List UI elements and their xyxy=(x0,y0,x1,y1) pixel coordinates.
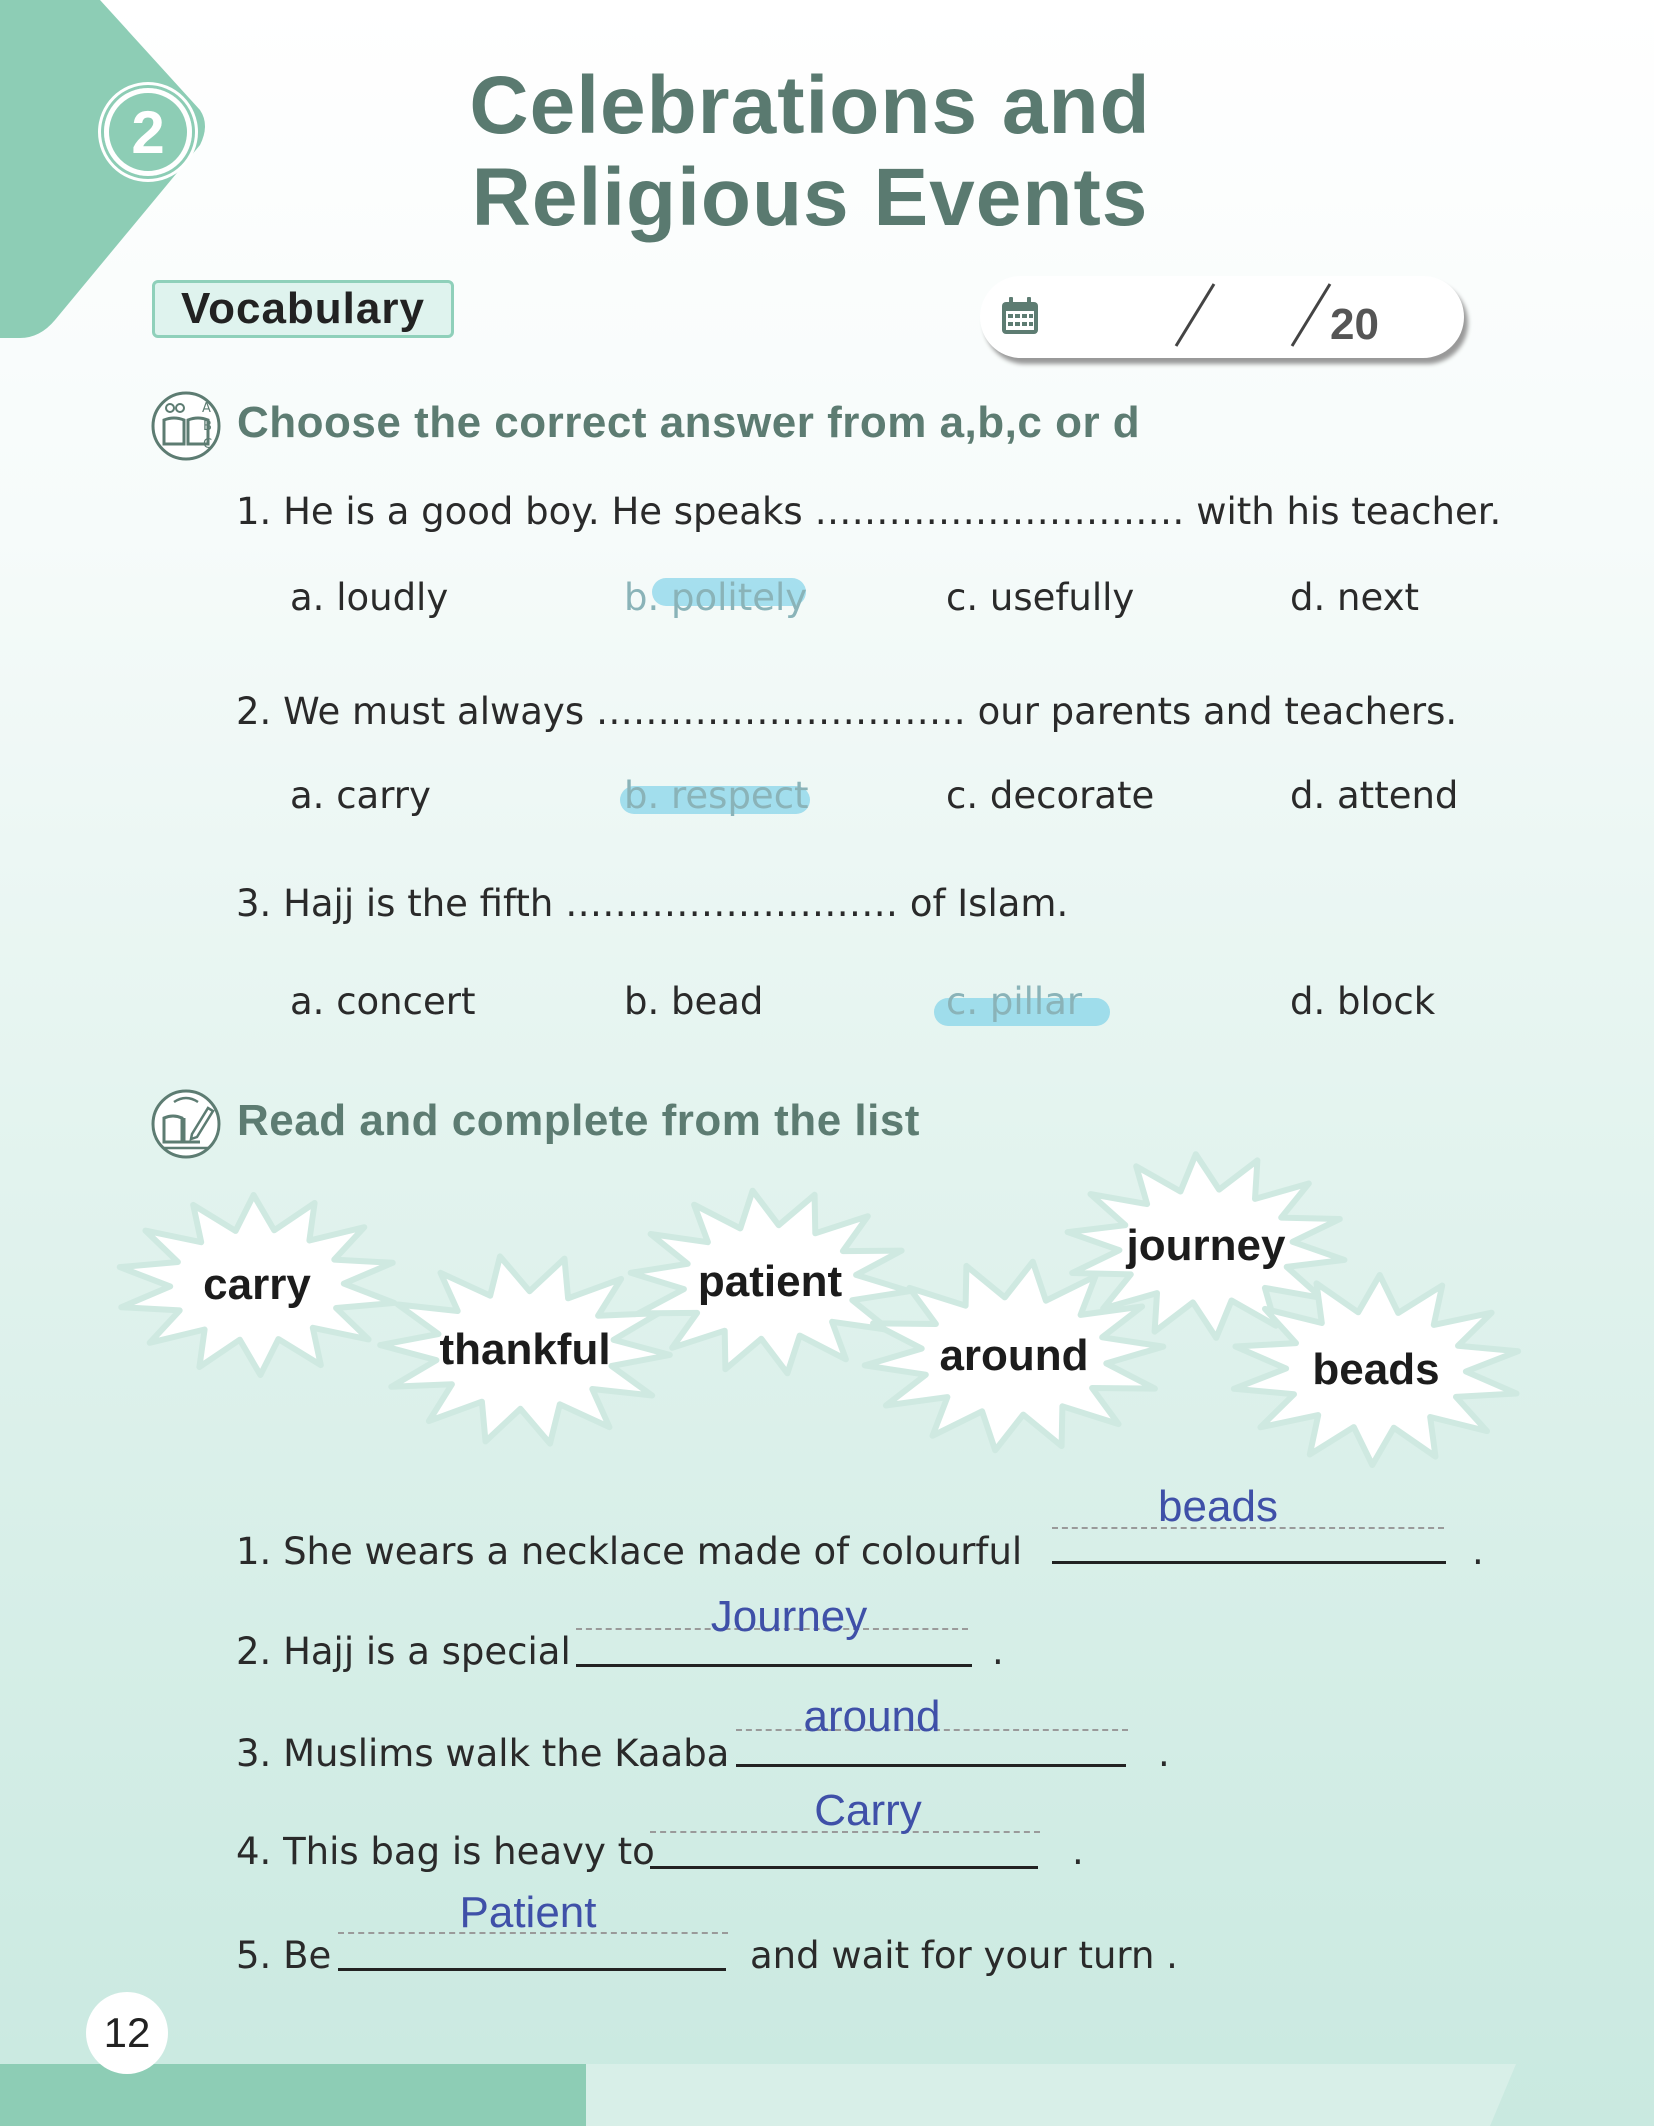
sentence-2-answer[interactable]: Journey xyxy=(710,1592,868,1641)
q2-option-a[interactable]: a. carry xyxy=(290,774,431,817)
word-thankful: thankful xyxy=(439,1325,611,1374)
sentence-2-text: 2. Hajj is a special xyxy=(236,1630,571,1673)
sentence-2-blank[interactable] xyxy=(576,1664,972,1667)
question-1-text: 1. He is a good boy. He speaks ………………………… with his teacher. xyxy=(236,490,1502,533)
sentence-3-answer[interactable]: around xyxy=(803,1692,941,1741)
unit-number-badge: 2 xyxy=(104,88,192,176)
sentence-4-blank[interactable] xyxy=(650,1866,1038,1869)
sentence-3-end: . xyxy=(1158,1732,1170,1775)
sentence-5-text: 5. Be xyxy=(236,1934,332,1977)
section-heading-choose: Choose the correct answer from a,b,c or d xyxy=(237,398,1141,447)
section-tag-vocabulary: Vocabulary xyxy=(152,280,454,338)
q3-option-b[interactable]: b. bead xyxy=(624,980,764,1023)
section-heading-complete: Read and complete from the list xyxy=(237,1096,920,1145)
sentence-1-blank[interactable] xyxy=(1052,1561,1446,1564)
page-number: 12 xyxy=(86,1992,168,2074)
q2-option-c[interactable]: c. decorate xyxy=(946,774,1155,817)
word-carry: carry xyxy=(203,1260,311,1309)
sentence-4-end: . xyxy=(1072,1830,1084,1873)
word-around: around xyxy=(939,1331,1089,1380)
sentence-4-text: 4. This bag is heavy to xyxy=(236,1830,655,1873)
word-beads: beads xyxy=(1312,1345,1440,1394)
title-line-1: Celebrations and xyxy=(469,60,1151,151)
sentence-3-blank[interactable] xyxy=(736,1764,1126,1767)
q1-option-d[interactable]: d. next xyxy=(1290,576,1419,619)
svg-text:A: A xyxy=(202,401,211,416)
sentence-5-answer[interactable]: Patient xyxy=(459,1888,597,1937)
word-journey: journey xyxy=(1126,1221,1286,1270)
sentence-5-blank[interactable] xyxy=(338,1968,726,1971)
question-2-text: 2. We must always ………………………… our parents and teachers. xyxy=(236,690,1458,733)
word-patient: patient xyxy=(697,1257,843,1306)
q1-option-c[interactable]: c. usefully xyxy=(946,576,1135,619)
q2-option-d[interactable]: d. attend xyxy=(1290,774,1459,817)
sentence-3-text: 3. Muslims walk the Kaaba xyxy=(236,1732,730,1775)
sentence-4-answer[interactable]: Carry xyxy=(814,1786,922,1835)
title-line-2: Religious Events xyxy=(471,152,1149,243)
sentence-2-end: . xyxy=(992,1630,1004,1673)
footer-bar xyxy=(0,2064,1654,2126)
q1-option-b[interactable]: b. politely xyxy=(624,576,808,619)
sentence-1-answer[interactable]: beads xyxy=(1158,1482,1278,1531)
sentence-1-text: 1. She wears a necklace made of colourful xyxy=(236,1530,1023,1573)
sentence-5-end: and wait for your turn . xyxy=(750,1934,1178,1977)
date-year-prefix: 20 xyxy=(1330,300,1379,349)
svg-text:B: B xyxy=(203,419,212,434)
question-3-text: 3. Hajj is the fifth ……………………… of Islam. xyxy=(236,882,1069,925)
q3-option-a[interactable]: a. concert xyxy=(290,980,476,1023)
q3-option-d[interactable]: d. block xyxy=(1290,980,1436,1023)
q3-option-c[interactable]: c. pillar xyxy=(946,980,1083,1023)
sentence-1-end: . xyxy=(1472,1530,1484,1573)
q1-option-a[interactable]: a. loudly xyxy=(290,576,449,619)
q2-option-b[interactable]: b. respect xyxy=(624,774,809,817)
svg-text:C: C xyxy=(203,437,213,452)
